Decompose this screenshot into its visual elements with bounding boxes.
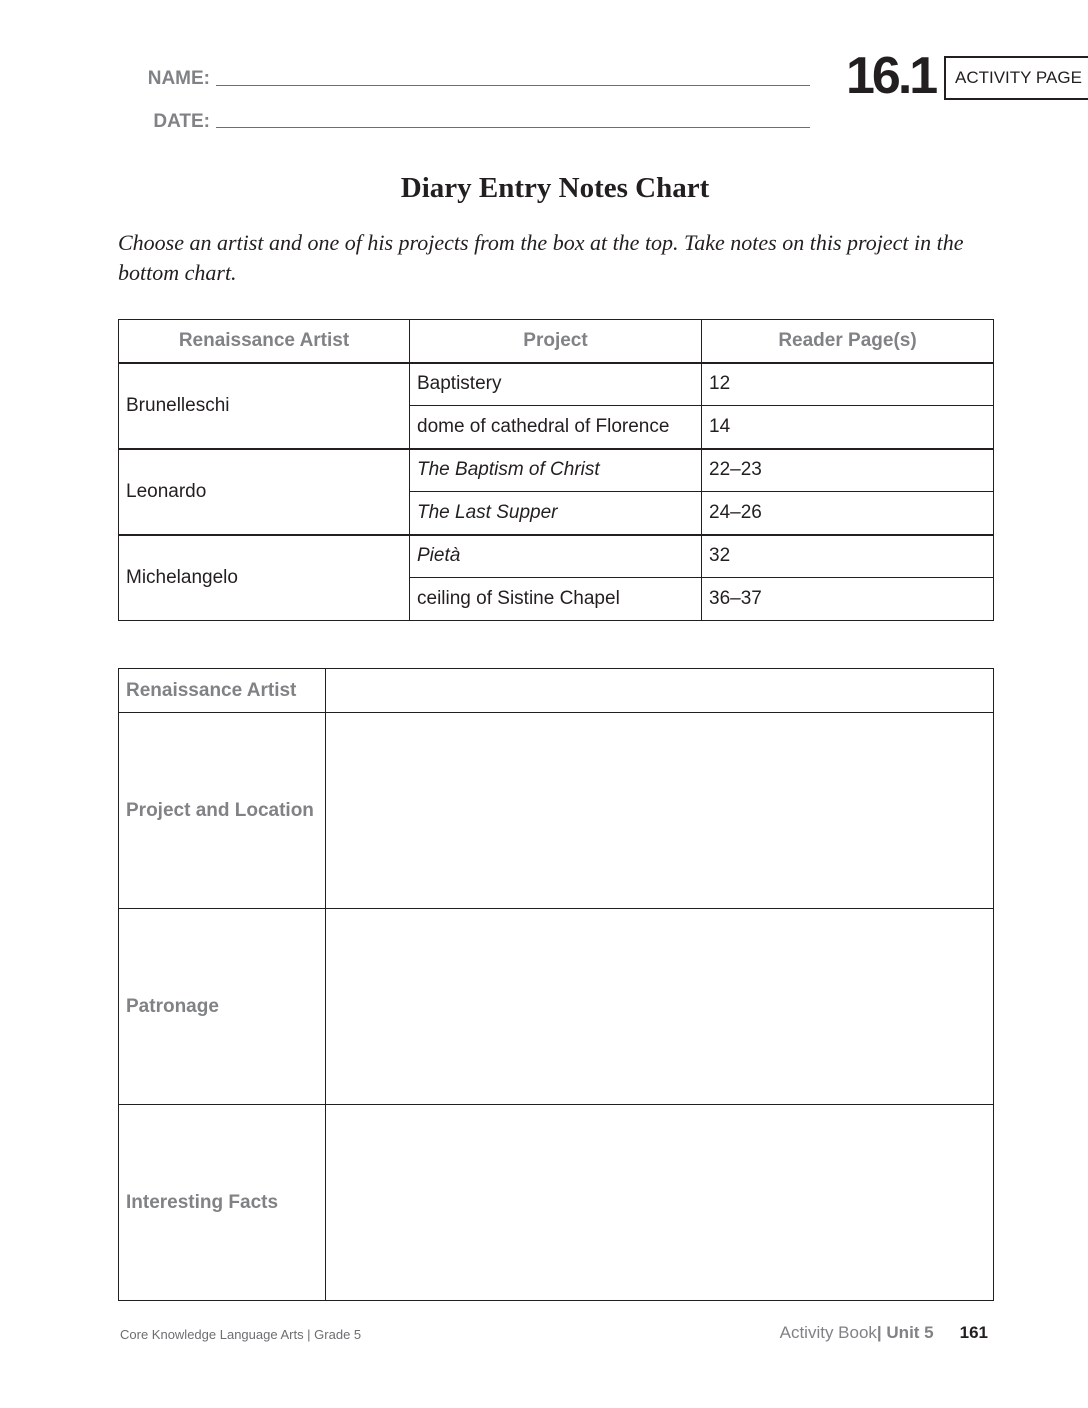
activity-number: 16.1 bbox=[846, 47, 936, 105]
artist-cell: Leonardo bbox=[119, 449, 410, 535]
notes-label-artist: Renaissance Artist bbox=[119, 669, 326, 713]
page-title: Diary Entry Notes Chart bbox=[400, 172, 710, 204]
notes-label-project: Project and Location bbox=[119, 713, 326, 909]
project-cell: Pietà bbox=[410, 535, 702, 578]
notes-row-project bbox=[119, 713, 994, 909]
project-cell: Baptistery bbox=[410, 363, 702, 406]
artist-cell: Brunelleschi bbox=[119, 363, 410, 449]
reference-table bbox=[118, 319, 994, 621]
header-project: Project bbox=[410, 320, 702, 363]
name-line[interactable] bbox=[216, 85, 810, 86]
footer-unit: | Unit 5 bbox=[876, 1323, 934, 1342]
pages-cell: 12 bbox=[702, 363, 994, 406]
pages-cell: 32 bbox=[702, 535, 994, 578]
pages-cell: 36–37 bbox=[702, 578, 994, 621]
instructions: Choose an artist and one of his projects from the box at the top. Take notes on this project in the bottom chart. bbox=[118, 230, 964, 285]
date-line[interactable] bbox=[216, 127, 810, 128]
notes-field-patronage[interactable] bbox=[326, 909, 994, 1105]
table-header-row bbox=[119, 320, 994, 363]
notes-field-artist[interactable] bbox=[326, 669, 994, 713]
project-cell: dome of cathedral of Florence bbox=[410, 406, 702, 449]
date-label: DATE: bbox=[153, 111, 210, 132]
notes-row-facts bbox=[119, 1105, 994, 1301]
notes-label-patronage: Patronage bbox=[119, 909, 326, 1105]
pages-cell: 22–23 bbox=[702, 449, 994, 492]
activity-page-badge: ACTIVITY PAGE bbox=[944, 56, 1088, 100]
footer-book-info bbox=[780, 1323, 988, 1343]
notes-row-patronage bbox=[119, 909, 994, 1105]
artist-cell: Michelangelo bbox=[119, 535, 410, 621]
table-row bbox=[119, 535, 994, 578]
project-cell: ceiling of Sistine Chapel bbox=[410, 578, 702, 621]
notes-label-facts: Interesting Facts bbox=[119, 1105, 326, 1301]
notes-table bbox=[118, 668, 994, 1301]
pages-cell: 24–26 bbox=[702, 492, 994, 535]
table-row bbox=[119, 449, 994, 492]
footer-publisher: Core Knowledge Language Arts | Grade 5 bbox=[120, 1327, 362, 1342]
name-label: NAME: bbox=[147, 68, 210, 89]
notes-row-artist bbox=[119, 669, 994, 713]
footer-book: Activity Book bbox=[779, 1323, 877, 1342]
pages-cell: 14 bbox=[702, 406, 994, 449]
page-number: 161 bbox=[959, 1323, 988, 1342]
header-pages: Reader Page(s) bbox=[702, 320, 994, 363]
project-cell: The Last Supper bbox=[410, 492, 702, 535]
notes-field-facts[interactable] bbox=[326, 1105, 994, 1301]
project-cell: The Baptism of Christ bbox=[410, 449, 702, 492]
notes-field-project[interactable] bbox=[326, 713, 994, 909]
header-artist: Renaissance Artist bbox=[119, 320, 410, 363]
table-row bbox=[119, 363, 994, 406]
